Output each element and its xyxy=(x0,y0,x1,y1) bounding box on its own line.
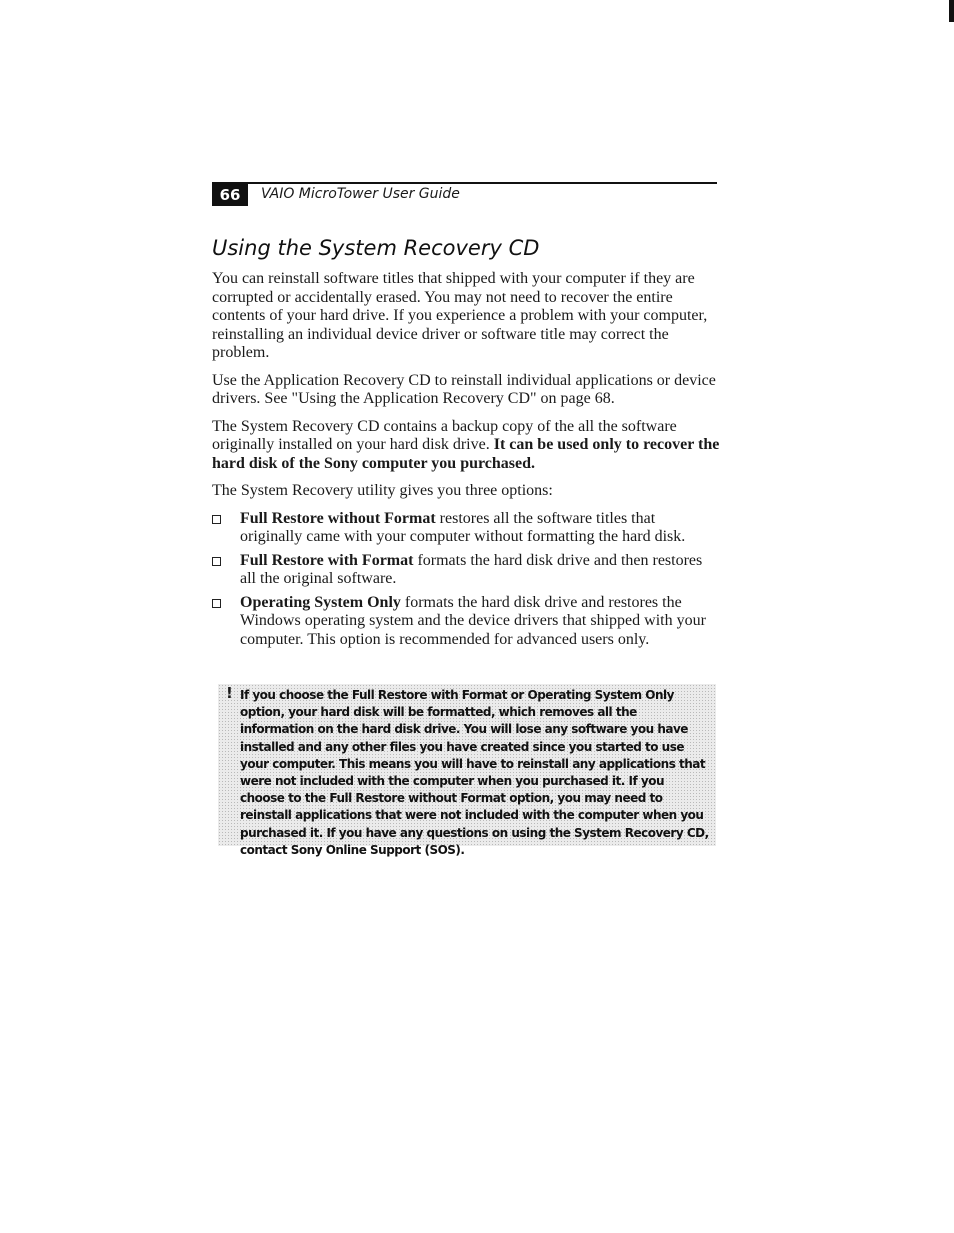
app-recovery-paragraph: Use the Application Recovery CD to reinstall individual applications or device drivers. See "Using the Application Recovery CD" on page 68. xyxy=(212,371,716,407)
running-title: VAIO MicroTower User Guide xyxy=(261,186,460,202)
body-text xyxy=(212,270,720,654)
option-name: Operating System Only xyxy=(240,593,401,611)
options-list xyxy=(212,510,720,650)
system-recovery-lead: The System Recovery CD contains a backup copy of the all the software originally installed on your hard disk drive. xyxy=(212,417,677,453)
page-edge-mark xyxy=(949,0,954,22)
page-header xyxy=(212,182,717,206)
header-rule xyxy=(212,182,717,184)
warning-note xyxy=(218,684,716,857)
intro-paragraph: You can reinstall software titles that shipped with your computer if they are corrupted or accidentally erased. You may not need to recover the entire contents of your hard drive. If you experience a problem with your computer, reinstalling an individual device driver or software title may correct the problem. xyxy=(212,270,708,361)
list-item xyxy=(212,552,720,589)
exclamation-icon: ! xyxy=(226,684,233,702)
option-name: Full Restore without Format xyxy=(240,509,436,527)
options-intro: The System Recovery utility gives you three options: xyxy=(212,482,553,499)
checkbox-bullet-icon xyxy=(212,515,221,524)
list-item xyxy=(212,594,720,650)
section-title: Using the System Recovery CD xyxy=(212,236,540,260)
option-description: restores all the software titles that originally came with your computer without formatting the hard disk. xyxy=(240,509,686,545)
option-name: Full Restore with Format xyxy=(240,551,414,569)
page-number: 66 xyxy=(212,184,248,206)
option-description: formats the hard disk drive and restores the Windows operating system and the device drivers that shipped with your computer. This option is recommended for advanced users only. xyxy=(240,593,706,648)
checkbox-bullet-icon xyxy=(212,557,221,566)
checkbox-bullet-icon xyxy=(212,599,221,608)
option-description: formats the hard disk drive and then restores all the original software. xyxy=(240,551,703,587)
system-recovery-paragraph xyxy=(212,418,720,474)
warning-text: If you choose the Full Restore with Format or Operating System Only option, your hard disk will be formatted, which removes all the information on the hard disk drive. You will lose any software you have installed and any other files you have created since you started to use your computer. This means you will have to reinstall any applications that were not included with the computer when you purchased it. If you choose to the Full Restore without Format option, you may need to reinstall applications that were not included with the computer when you purchased it. If you have any questions on using the System Recovery CD, contact Sony Online Support (SOS). xyxy=(240,688,709,857)
system-recovery-emphasis: It can be used only to recover the hard disk of the Sony computer you purchased. xyxy=(212,436,720,472)
list-item xyxy=(212,510,720,547)
